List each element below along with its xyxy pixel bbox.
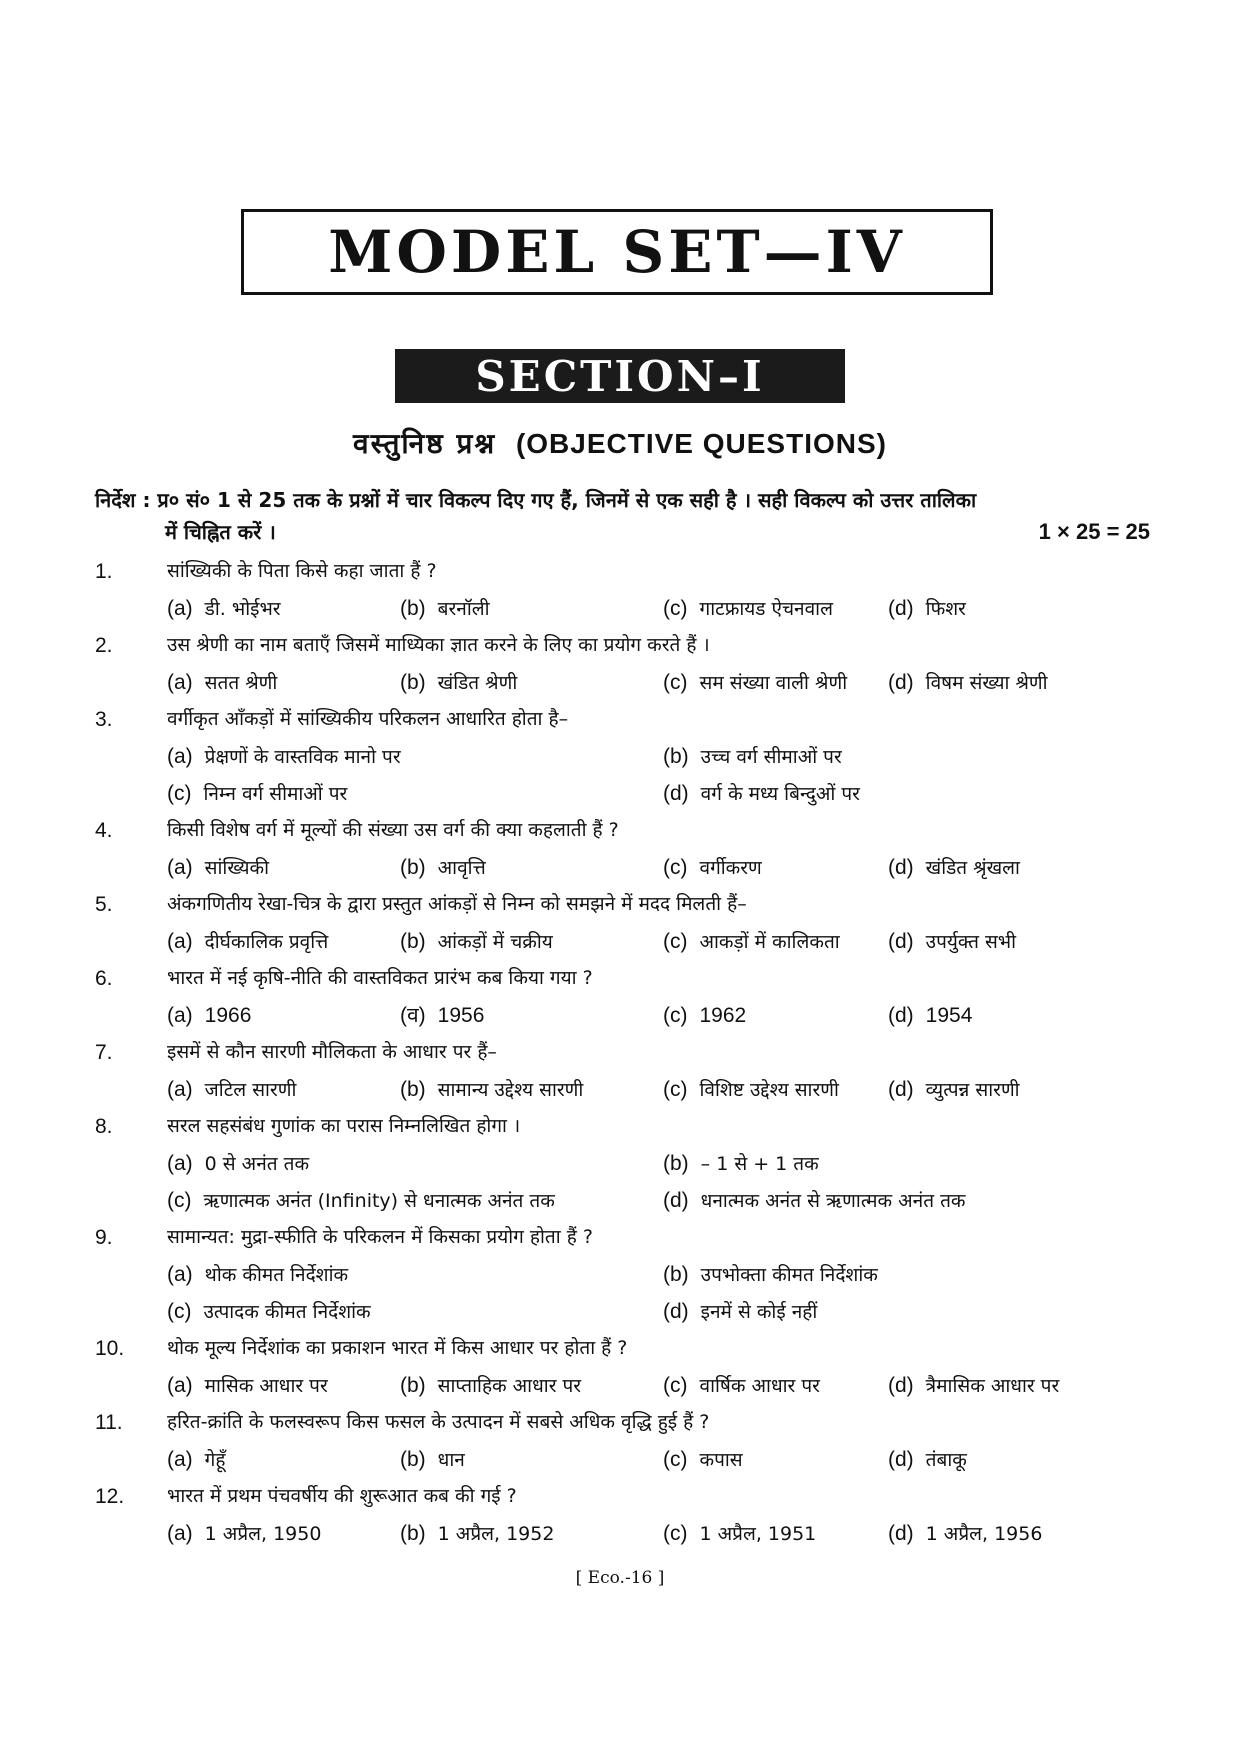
option-text: निम्न वर्ग सीमाओं पर [203, 783, 348, 805]
option-letter: (b) [400, 1374, 426, 1397]
option-text: सतत श्रेणी [204, 672, 278, 694]
option-letter: (b) [400, 1522, 426, 1545]
option-text: तंबाकू [925, 1449, 967, 1471]
options-row [95, 1182, 1155, 1219]
option-text: उपर्युक्त सभी [925, 931, 1017, 953]
question-stem [95, 1478, 1155, 1515]
option-text: 1956 [437, 1004, 485, 1027]
option-text: कपास [699, 1449, 743, 1471]
option-letter: (a) [167, 856, 193, 879]
question-item [95, 1404, 1155, 1478]
option-text: इनमें से कोई नहीं [700, 1301, 818, 1323]
option-letter: (d) [888, 597, 914, 620]
option-text: धान [437, 1449, 465, 1471]
question-number: 11. [95, 1411, 123, 1434]
question-text: वर्गीकृत आँकड़ों में सांख्यिकीय परिकलन आधारित होता है– [167, 708, 569, 730]
option-text: व्युत्पन्न सारणी [925, 1079, 1020, 1101]
option-letter: (b) [400, 1078, 426, 1101]
question-stem [95, 1108, 1155, 1145]
answer-option [400, 1367, 581, 1405]
answer-option [167, 923, 328, 961]
option-letter: (c) [663, 856, 688, 879]
answer-option [663, 775, 860, 813]
option-letter: (c) [663, 597, 688, 620]
question-number: 2. [95, 634, 113, 657]
answer-option [663, 997, 746, 1035]
option-text: आवृत्ति [437, 857, 486, 879]
question-item [95, 627, 1155, 701]
subtitle-english: (OBJECTIVE QUESTIONS) [515, 428, 887, 459]
question-text: भारत में नई कृषि-नीति की वास्तविकत प्रारंभ कब किया गया ? [167, 967, 593, 989]
options-row [95, 1367, 1155, 1404]
option-letter: (b) [663, 1152, 689, 1175]
option-letter: (a) [167, 1152, 193, 1175]
option-letter: (d) [663, 782, 689, 805]
option-letter: (d) [663, 1189, 689, 1212]
answer-option [663, 1515, 816, 1553]
option-letter: (c) [663, 1448, 688, 1471]
question-item [95, 1034, 1155, 1108]
question-text: सांख्यिकी के पिता किसे कहा जाता हैं ? [167, 560, 437, 582]
options-row [95, 1256, 1155, 1293]
question-text: थोक मूल्य निर्देशांक का प्रकाशन भारत में किस आधार पर होता हैं ? [167, 1337, 628, 1359]
options-row [95, 997, 1155, 1034]
option-text: गाटफ्रायड ऐचनवाल [699, 598, 833, 620]
answer-option [400, 664, 517, 702]
option-letter: (व) [400, 1004, 426, 1027]
options-row [95, 849, 1155, 886]
answer-option [167, 997, 251, 1035]
instructions [95, 484, 1150, 548]
answer-option [663, 590, 833, 628]
option-letter: (c) [167, 1300, 192, 1323]
option-letter: (b) [663, 745, 689, 768]
question-item [95, 886, 1155, 960]
option-text: 1962 [699, 1004, 747, 1027]
option-text: 1 अप्रैल, 1952 [437, 1523, 555, 1545]
marks-formula: 1 × 25 = 25 [1038, 519, 1150, 544]
question-number: 7. [95, 1041, 113, 1064]
option-text: खंडित श्रेणी [437, 672, 518, 694]
option-letter: (a) [167, 930, 193, 953]
option-text: दीर्घकालिक प्रवृत्ति [204, 931, 329, 953]
option-text: 1966 [204, 1004, 252, 1027]
option-text: फिशर [925, 598, 966, 620]
page-title: MODEL SET—IV [328, 218, 906, 286]
option-letter: (a) [167, 1004, 193, 1027]
option-letter: (d) [888, 1004, 914, 1027]
answer-option [663, 664, 847, 702]
question-number: 1. [95, 560, 113, 583]
option-text: आंकड़ों में चक्रीय [437, 931, 553, 953]
question-text: सरल सहसंबंध गुणांक का परास निम्नलिखित होगा । [167, 1115, 521, 1137]
option-text: खंडित श्रृंखला [925, 857, 1020, 879]
option-letter: (a) [167, 1374, 193, 1397]
option-text: उत्पादक कीमत निर्देशांक [203, 1301, 371, 1323]
option-text: वार्षिक आधार पर [699, 1375, 820, 1397]
option-text: मासिक आधार पर [204, 1375, 328, 1397]
answer-option [400, 849, 486, 887]
option-letter: (c) [663, 1004, 688, 1027]
answer-option [167, 738, 401, 776]
question-stem [95, 1219, 1155, 1256]
option-letter: (c) [167, 782, 192, 805]
answer-option [167, 775, 347, 813]
option-text: 0 से अनंत तक [204, 1153, 310, 1175]
options-row [95, 1145, 1155, 1182]
question-text: सामान्यत: मुद्रा-स्फीति के परिकलन में किसका प्रयोग होता हैं ? [167, 1226, 593, 1248]
options-row [95, 1441, 1155, 1478]
option-letter: (c) [663, 930, 688, 953]
question-stem [95, 553, 1155, 590]
question-stem [95, 812, 1155, 849]
options-row [95, 1071, 1155, 1108]
question-number: 4. [95, 819, 113, 842]
answer-option [167, 1441, 225, 1479]
option-text: उच्च वर्ग सीमाओं पर [700, 746, 842, 768]
answer-option [888, 590, 966, 628]
option-text: सामान्य उद्देश्य सारणी [437, 1079, 584, 1101]
option-letter: (c) [167, 1189, 192, 1212]
option-letter: (a) [167, 1263, 193, 1286]
answer-option [400, 1071, 583, 1109]
option-letter: (c) [663, 1522, 688, 1545]
answer-option [663, 1182, 966, 1220]
question-text: हरित-क्रांति के फलस्वरूप किस फसल के उत्पादन में सबसे अधिक वृद्धि हुई हैं ? [167, 1411, 710, 1433]
option-letter: (a) [167, 1078, 193, 1101]
question-stem [95, 701, 1155, 738]
options-row [95, 1515, 1155, 1552]
answer-option [663, 1071, 839, 1109]
answer-option [167, 1182, 555, 1220]
option-text: गेहूँ [204, 1449, 226, 1471]
options-row [95, 923, 1155, 960]
option-letter: (c) [663, 1374, 688, 1397]
answer-option [888, 997, 972, 1035]
page-footer: [ Eco.-16 ] [575, 1568, 665, 1588]
option-text: सांख्यिकी [204, 857, 270, 879]
answer-option [167, 1515, 321, 1553]
answer-option [888, 1367, 1059, 1405]
answer-option [888, 1441, 967, 1479]
option-text: वर्गीकरण [699, 857, 762, 879]
options-row [95, 664, 1155, 701]
question-stem [95, 1330, 1155, 1367]
question-text: अंकगणितीय रेखा-चित्र के द्वारा प्रस्तुत आंकड़ों से निम्न को समझने में मदद मिलती हैं– [167, 893, 747, 915]
option-text: विशिष्ट उद्देश्य सारणी [699, 1079, 839, 1101]
option-text: 1954 [925, 1004, 973, 1027]
option-text: धनात्मक अनंत से ऋणात्मक अनंत तक [700, 1190, 966, 1212]
option-text: विषम संख्या श्रेणी [925, 672, 1048, 694]
answer-option [888, 664, 1048, 702]
option-letter: (d) [888, 930, 914, 953]
option-letter: (b) [400, 856, 426, 879]
option-text: उपभोक्ता कीमत निर्देशांक [700, 1264, 878, 1286]
option-letter: (d) [888, 671, 914, 694]
question-text: इसमें से कौन सारणी मौलिकता के आधार पर हैं– [167, 1041, 497, 1063]
question-stem [95, 627, 1155, 664]
question-number: 9. [95, 1226, 113, 1249]
option-letter: (c) [663, 671, 688, 694]
question-stem [95, 886, 1155, 923]
options-row [95, 775, 1155, 812]
question-item [95, 701, 1155, 812]
answer-option [663, 1441, 743, 1479]
answer-option [167, 1145, 309, 1183]
question-item [95, 960, 1155, 1034]
answer-option [400, 997, 484, 1035]
answer-option [663, 738, 842, 776]
answer-option [663, 849, 762, 887]
option-text: 1 अप्रैल, 1951 [699, 1523, 817, 1545]
section-banner [395, 349, 845, 403]
section-title: SECTION–I [475, 351, 765, 401]
answer-option [400, 923, 553, 961]
question-item [95, 553, 1155, 627]
question-stem [95, 1404, 1155, 1441]
title-box [241, 209, 993, 295]
answer-option [167, 1256, 348, 1294]
option-letter: (b) [400, 1448, 426, 1471]
answer-option [167, 1367, 328, 1405]
option-letter: (d) [888, 1374, 914, 1397]
options-row [95, 738, 1155, 775]
answer-option [663, 1145, 819, 1183]
question-item [95, 1478, 1155, 1552]
answer-option [663, 923, 840, 961]
question-item [95, 1108, 1155, 1219]
subtitle-hindi: वस्तुनिष्ठ प्रश्न [353, 427, 497, 460]
question-number: 8. [95, 1115, 113, 1138]
option-text: वर्ग के मध्य बिन्दुओं पर [700, 783, 860, 805]
question-item [95, 1219, 1155, 1330]
option-text: – 1 से + 1 तक [700, 1153, 819, 1175]
question-item [95, 1330, 1155, 1404]
subtitle [0, 424, 1240, 462]
answer-option [167, 1071, 296, 1109]
option-text: आकड़ों में कालिकता [699, 931, 840, 953]
option-letter: (b) [400, 597, 426, 620]
answer-option [167, 849, 269, 887]
option-text: बरनॉली [437, 598, 490, 620]
answer-option [400, 1515, 554, 1553]
answer-option [888, 923, 1016, 961]
question-stem [95, 1034, 1155, 1071]
option-letter: (a) [167, 745, 193, 768]
option-letter: (d) [888, 856, 914, 879]
option-letter: (b) [400, 930, 426, 953]
option-letter: (d) [888, 1522, 914, 1545]
answer-option [888, 1515, 1042, 1553]
answer-option [400, 590, 490, 628]
option-text: प्रेक्षणों के वास्तविक मानो पर [204, 746, 401, 768]
option-letter: (b) [663, 1263, 689, 1286]
option-letter: (a) [167, 671, 193, 694]
options-row [95, 590, 1155, 627]
instructions-line-2-row [95, 516, 1150, 548]
question-number: 5. [95, 893, 113, 916]
option-text: सम संख्या वाली श्रेणी [699, 672, 848, 694]
option-letter: (a) [167, 1448, 193, 1471]
question-text: भारत में प्रथम पंचवर्षीय की शुरूआत कब की गई ? [167, 1485, 517, 1507]
option-letter: (a) [167, 1522, 193, 1545]
option-text: 1 अप्रैल, 1950 [204, 1523, 322, 1545]
instructions-line-1: निर्देश : प्र० सं० 1 से 25 तक के प्रश्नों में चार विकल्प दिए गए हैं, जिनमें से एक सही है । सही विकल्प को उत्तर तालिका [95, 488, 977, 512]
answer-option [400, 1441, 465, 1479]
option-text: डी. भोईभर [204, 598, 281, 620]
option-letter: (c) [663, 1078, 688, 1101]
option-text: ऋणात्मक अनंत (Infinity) से धनात्मक अनंत तक [203, 1190, 555, 1212]
options-row [95, 1293, 1155, 1330]
question-text: उस श्रेणी का नाम बताएँ जिसमें माध्यिका ज्ञात करने के लिए का प्रयोग करते हैं । [167, 634, 710, 656]
question-text: किसी विशेष वर्ग में मूल्यों की संख्या उस वर्ग की क्या कहलाती हैं ? [167, 819, 619, 841]
option-text: 1 अप्रैल, 1956 [925, 1523, 1043, 1545]
answer-option [167, 590, 281, 628]
option-letter: (d) [888, 1078, 914, 1101]
answer-option [167, 664, 277, 702]
option-text: जटिल सारणी [204, 1079, 297, 1101]
question-number: 3. [95, 708, 113, 731]
option-letter: (b) [400, 671, 426, 694]
option-text: साप्ताहिक आधार पर [437, 1375, 582, 1397]
option-letter: (d) [888, 1448, 914, 1471]
option-text: त्रैमासिक आधार पर [925, 1375, 1060, 1397]
question-list [95, 553, 1155, 1552]
answer-option [888, 1071, 1020, 1109]
question-number: 12. [95, 1485, 125, 1508]
question-number: 10. [95, 1337, 125, 1360]
option-text: थोक कीमत निर्देशांक [204, 1264, 349, 1286]
answer-option [663, 1256, 878, 1294]
question-item [95, 812, 1155, 886]
option-letter: (d) [663, 1300, 689, 1323]
question-stem [95, 960, 1155, 997]
option-letter: (a) [167, 597, 193, 620]
question-number: 6. [95, 967, 113, 990]
instructions-line-2: में चिह्नित करें । [165, 520, 276, 544]
answer-option [663, 1293, 817, 1331]
answer-option [167, 1293, 371, 1331]
answer-option [888, 849, 1020, 887]
answer-option [663, 1367, 820, 1405]
